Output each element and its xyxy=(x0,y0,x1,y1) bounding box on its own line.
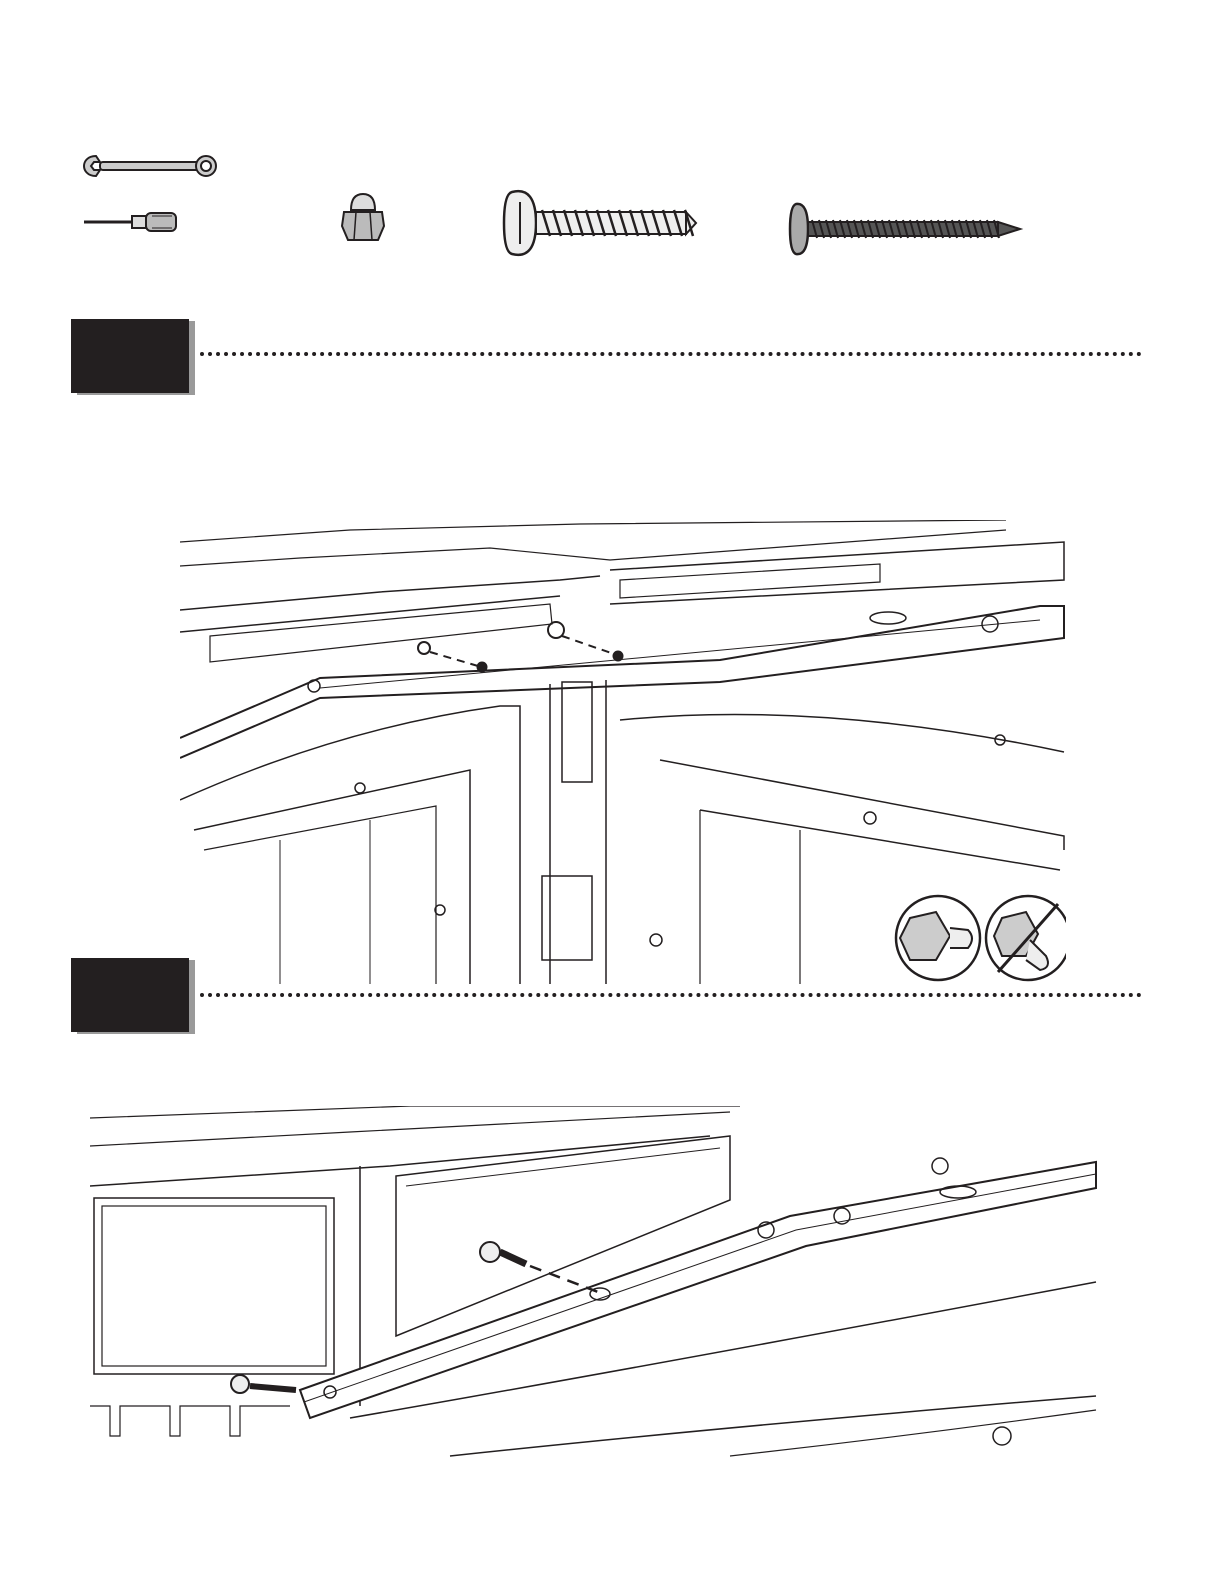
step-1-divider xyxy=(200,352,1142,356)
long-pan-head-screw-icon xyxy=(788,200,1024,258)
step-2-number-box xyxy=(71,958,189,1032)
cap-nut-icon xyxy=(340,190,386,246)
wrench-icon xyxy=(82,150,222,182)
step-1-illustration xyxy=(180,520,1066,984)
step-2-illustration xyxy=(90,1106,1098,1458)
step-1-number-box xyxy=(71,319,189,393)
step-2-divider xyxy=(200,993,1142,997)
nut-incorrect-detail-icon xyxy=(986,896,1066,980)
pan-head-self-tapping-screw-icon xyxy=(502,186,698,260)
nut-correct-detail-icon xyxy=(896,896,980,980)
screwdriver-icon xyxy=(82,210,182,234)
